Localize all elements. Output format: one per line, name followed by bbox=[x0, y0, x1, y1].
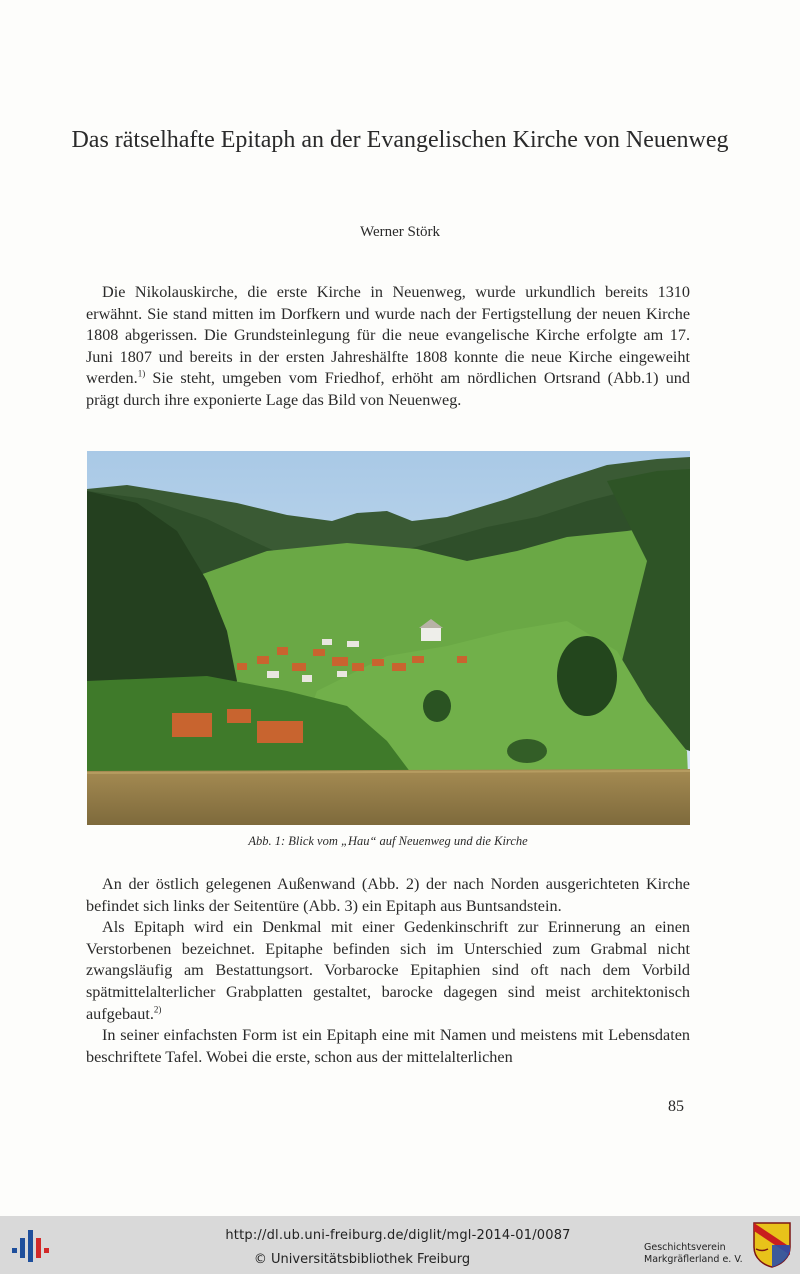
document-url-link[interactable]: http://dl.ub.uni-freiburg.de/diglit/mgl-2014-01/0087 bbox=[225, 1228, 571, 1243]
footnote-marker-2[interactable]: 2) bbox=[153, 1004, 162, 1015]
paragraph-simplest-form: In seiner einfachsten Form ist ein Epitaph eine mit Namen und meistens mit Lebensdaten beschriftete Tafel. Wobei die erste, schon aus der mittelalterlichen bbox=[86, 1026, 690, 1066]
page-number: 85 bbox=[668, 1098, 684, 1115]
paragraph-intro-text: Die Nikolauskirche, die erste Kirche in Neuenweg, wurde urkundlich bereits 1310 erwähnt. Sie stand mitten im Dorfkern und wurde nach der Fertigstellung der neuen Kirche 1808 abgerissen. Die Grundsteinlegung für die neue evangelische Kirche erfolgte am 17. Juni 1807 und bereits in der ersten Jahreshälfte 1808 konnte die neue Kirche eingeweiht werden. bbox=[86, 283, 690, 388]
author-name: Werner Störk bbox=[359, 224, 441, 240]
paragraph-epitaph-definition-text: Als Epitaph wird ein Denkmal mit einer Gedenkinschrift zur Erinnerung an einen Verstorbenen bezeichnet. Epitaphe befinden sich im Unterschied zum Grabmal nicht zwangsläufig am Bestattungsort. Vorbarocke Epitaphien sind oft nach dem Vorbild spätmittelalterlicher Grabplatten gestaltet, barocke dagegen sind meist architektonisch aufgebaut. bbox=[86, 918, 690, 1023]
landscape-photo-illustration bbox=[87, 451, 690, 825]
society-name-line2: Markgräflerland e. V. bbox=[644, 1254, 743, 1265]
society-name bbox=[644, 1242, 743, 1266]
figure-landscape-photo bbox=[87, 451, 690, 825]
coat-of-arms-icon bbox=[752, 1221, 792, 1269]
society-name-line1: Geschichtsverein bbox=[644, 1242, 726, 1253]
copyright-notice: © Universitätsbibliothek Freiburg bbox=[253, 1252, 471, 1267]
paragraph-east-wall: An der östlich gelegenen Außenwand (Abb. 2) der nach Norden ausgerichteten Kirche befindet sich links der Seitentüre (Abb. 3) ein Epitaph aus Buntsandstein. bbox=[86, 875, 690, 915]
footnote-marker-1[interactable]: 1) bbox=[137, 368, 146, 379]
library-footer-bar bbox=[0, 1216, 800, 1274]
paragraph-intro bbox=[86, 282, 690, 412]
paragraph-intro-continuation: Sie steht, umgeben vom Friedhof, erhöht am nördlichen Ortsrand (Abb.1) und prägt durch ihre exponierte Lage das Bild von Neuenweg. bbox=[86, 369, 690, 409]
article-title: Das rätselhafte Epitaph an der Evangelischen Kirche von Neuenweg bbox=[71, 127, 729, 153]
figure-caption: Abb. 1: Blick vom „Hau“ auf Neuenweg und die Kirche bbox=[248, 834, 528, 848]
body-continued bbox=[86, 874, 690, 1068]
paragraph-epitaph-definition bbox=[86, 917, 690, 1025]
